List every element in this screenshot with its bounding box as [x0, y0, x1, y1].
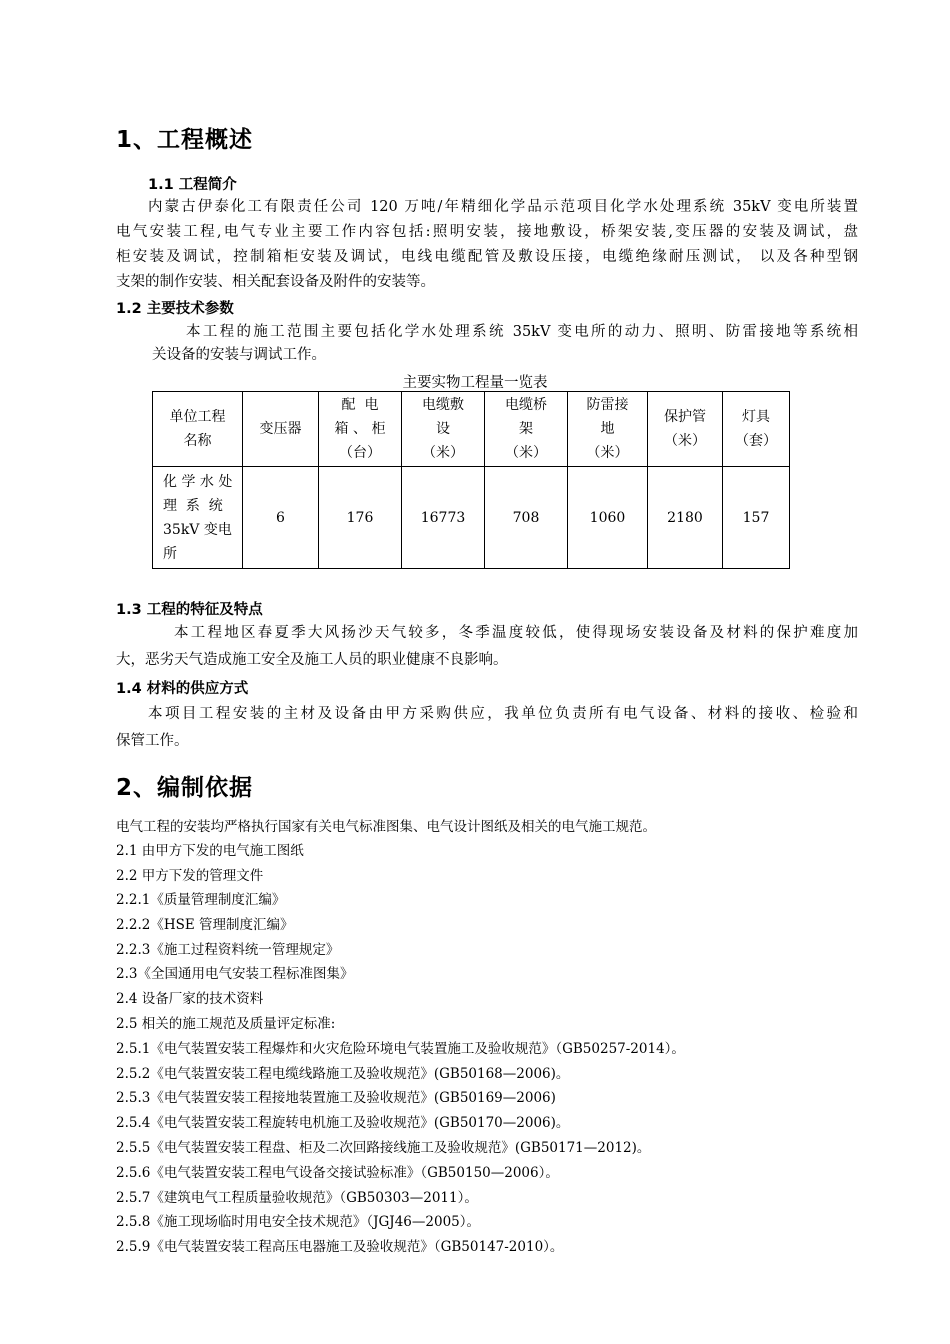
- header-text: （台）: [339, 445, 381, 461]
- row-name-text: 所: [163, 545, 177, 562]
- paragraph-1-4-line-1: 本项目工程安装的主材及设备由甲方采购供应，我单位负责所有电气设备、材料的接收、检验和: [148, 706, 858, 722]
- reference-item: 2.4 设备厂家的技术资料: [116, 991, 264, 1007]
- reference-item: 2.5.8《施工现场临时用电安全技术规范》（JGJ46—2005）。: [116, 1214, 480, 1230]
- row-cell-tray: 708: [485, 467, 568, 569]
- reference-item: 2.5.6《电气装置安装工程电气设备交接试验标准》（GB50150—2006）。: [116, 1165, 559, 1181]
- reference-item: 2.3《全国通用电气安装工程标准图集》: [116, 966, 354, 982]
- paragraph-1-4-line-2: 保管工作。: [116, 733, 189, 749]
- table-header-row: [153, 392, 790, 467]
- row-name-text: 化 学 水 处: [163, 473, 233, 490]
- paragraph-1-1-line-2: 电气安装工程,电气专业主要工作内容包括:照明安装，接地敷设，桥架安装,变压器的安装及调试，盘: [116, 224, 858, 240]
- header-cell-tray: [485, 392, 568, 467]
- reference-item: 2.2.2《HSE 管理制度汇编》: [116, 917, 294, 933]
- paragraph-1-2-line-2: 关设备的安装与调试工作。: [152, 347, 326, 363]
- row-cell-cabinet: 176: [319, 467, 402, 569]
- heading-1-2: 1.2 主要技术参数: [116, 301, 234, 317]
- reference-item: 2.2.3《施工过程资料统一管理规定》: [116, 942, 340, 958]
- reference-item: 2.5.2《电气装置安装工程电缆线路施工及验收规范》(GB50168—2006)。: [116, 1066, 570, 1082]
- reference-item: 2.5.3《电气装置安装工程接地装置施工及验收规范》(GB50169—2006): [116, 1090, 556, 1106]
- header-text: 地: [600, 421, 615, 437]
- header-text: 电缆敷: [422, 397, 464, 413]
- reference-item: 2.2.1《质量管理制度汇编》: [116, 892, 286, 908]
- header-text: 名称: [183, 433, 212, 449]
- paragraph-1-1-line-4: 支架的制作安装、相关配套设备及附件的安装等。: [116, 274, 435, 290]
- row-cell-lamps: 157: [723, 467, 790, 569]
- section-2-title: 2、编制依据: [116, 775, 254, 801]
- reference-item: 2.5.7《建筑电气工程质量验收规范》（GB50303—2011）。: [116, 1190, 478, 1206]
- header-text: 防雷接: [586, 397, 629, 413]
- header-text: 单位工程: [169, 409, 226, 425]
- header-cell-name: [153, 392, 243, 467]
- reference-item: 2.5.5《电气装置安装工程盘、柜及二次回路接线施工及验收规范》(GB50171—2012)。: [116, 1140, 651, 1156]
- table-row: [153, 467, 790, 569]
- heading-1-4: 1.4 材料的供应方式: [116, 681, 249, 697]
- row-cell-conduit: 2180: [648, 467, 723, 569]
- header-text: 架: [519, 421, 533, 437]
- heading-1-1: 1.1 工程简介: [148, 177, 237, 193]
- paragraph-1-3-line-2: 大，恶劣天气造成施工安全及施工人员的职业健康不良影响。: [116, 652, 508, 668]
- header-text: （米）: [505, 445, 547, 461]
- header-text: （米）: [586, 445, 629, 461]
- heading-1-3: 1.3 工程的特征及特点: [116, 602, 263, 618]
- header-cell-cable: [402, 392, 485, 467]
- reference-item: 2.5.4《电气装置安装工程旋转电机施工及验收规范》(GB50170—2006)。: [116, 1115, 570, 1131]
- header-text: 电缆桥: [505, 397, 547, 413]
- header-cell-conduit: [648, 392, 723, 467]
- header-text: 配 电: [341, 397, 379, 413]
- header-text: 变压器: [259, 421, 302, 437]
- header-cell-grounding: [568, 392, 648, 467]
- reference-item: 2.5 相关的施工规范及质量评定标准:: [116, 1016, 336, 1032]
- header-cell-lamps: [723, 392, 790, 467]
- row-cell-transformer: 6: [243, 467, 319, 569]
- header-text: （米）: [422, 445, 464, 461]
- section-2-intro: 电气工程的安装均严格执行国家有关电气标准图集、电气设计图纸及相关的电气施工规范。: [116, 819, 656, 835]
- reference-item: 2.5.9《电气装置安装工程高压电器施工及验收规范》（GB50147-2010）。: [116, 1239, 564, 1255]
- section-1-title: 1、工程概述: [116, 127, 254, 153]
- table-caption: 主要实物工程量一览表: [402, 375, 548, 391]
- header-cell-cabinet: [319, 392, 402, 467]
- row-cell-grounding: 1060: [568, 467, 648, 569]
- quantity-table: [152, 391, 790, 569]
- paragraph-1-1-line-3: 柜安装及调试，控制箱柜安装及调试，电线电缆配管及敷设压接，电缆绝缘耐压测试， 以及各种型钢: [116, 249, 858, 265]
- header-text: 设: [436, 421, 450, 437]
- paragraph-1-2-line-1: 本工程的施工范围主要包括化学水处理系统 35kV 变电所的动力、照明、防雷接地等系统相: [186, 324, 858, 340]
- header-text: 保护管: [664, 409, 706, 425]
- header-text: 灯具: [742, 409, 770, 425]
- header-text: （套）: [735, 433, 777, 449]
- row-cell-name: [153, 467, 243, 569]
- paragraph-1-1-line-1: 内蒙古伊泰化工有限责任公司 120 万吨/年精细化学品示范项目化学水处理系统 35kV 变电所装置: [148, 199, 858, 215]
- row-name-text: 理 系 统: [163, 497, 223, 514]
- row-name-text: 35kV 变电: [163, 521, 232, 538]
- header-text: 箱 、 柜: [334, 421, 386, 437]
- reference-item: 2.2 甲方下发的管理文件: [116, 868, 264, 884]
- header-cell-transformer: [243, 392, 319, 467]
- header-text: （米）: [664, 433, 706, 449]
- reference-item: 2.1 由甲方下发的电气施工图纸: [116, 843, 304, 859]
- paragraph-1-3-line-1: 本工程地区春夏季大风扬沙天气较多，冬季温度较低，使得现场安装设备及材料的保护难度加: [174, 625, 858, 641]
- reference-item: 2.5.1《电气装置安装工程爆炸和火灾危险环境电气装置施工及验收规范》（GB50257-2014）。: [116, 1041, 685, 1057]
- row-cell-cable: 16773: [402, 467, 485, 569]
